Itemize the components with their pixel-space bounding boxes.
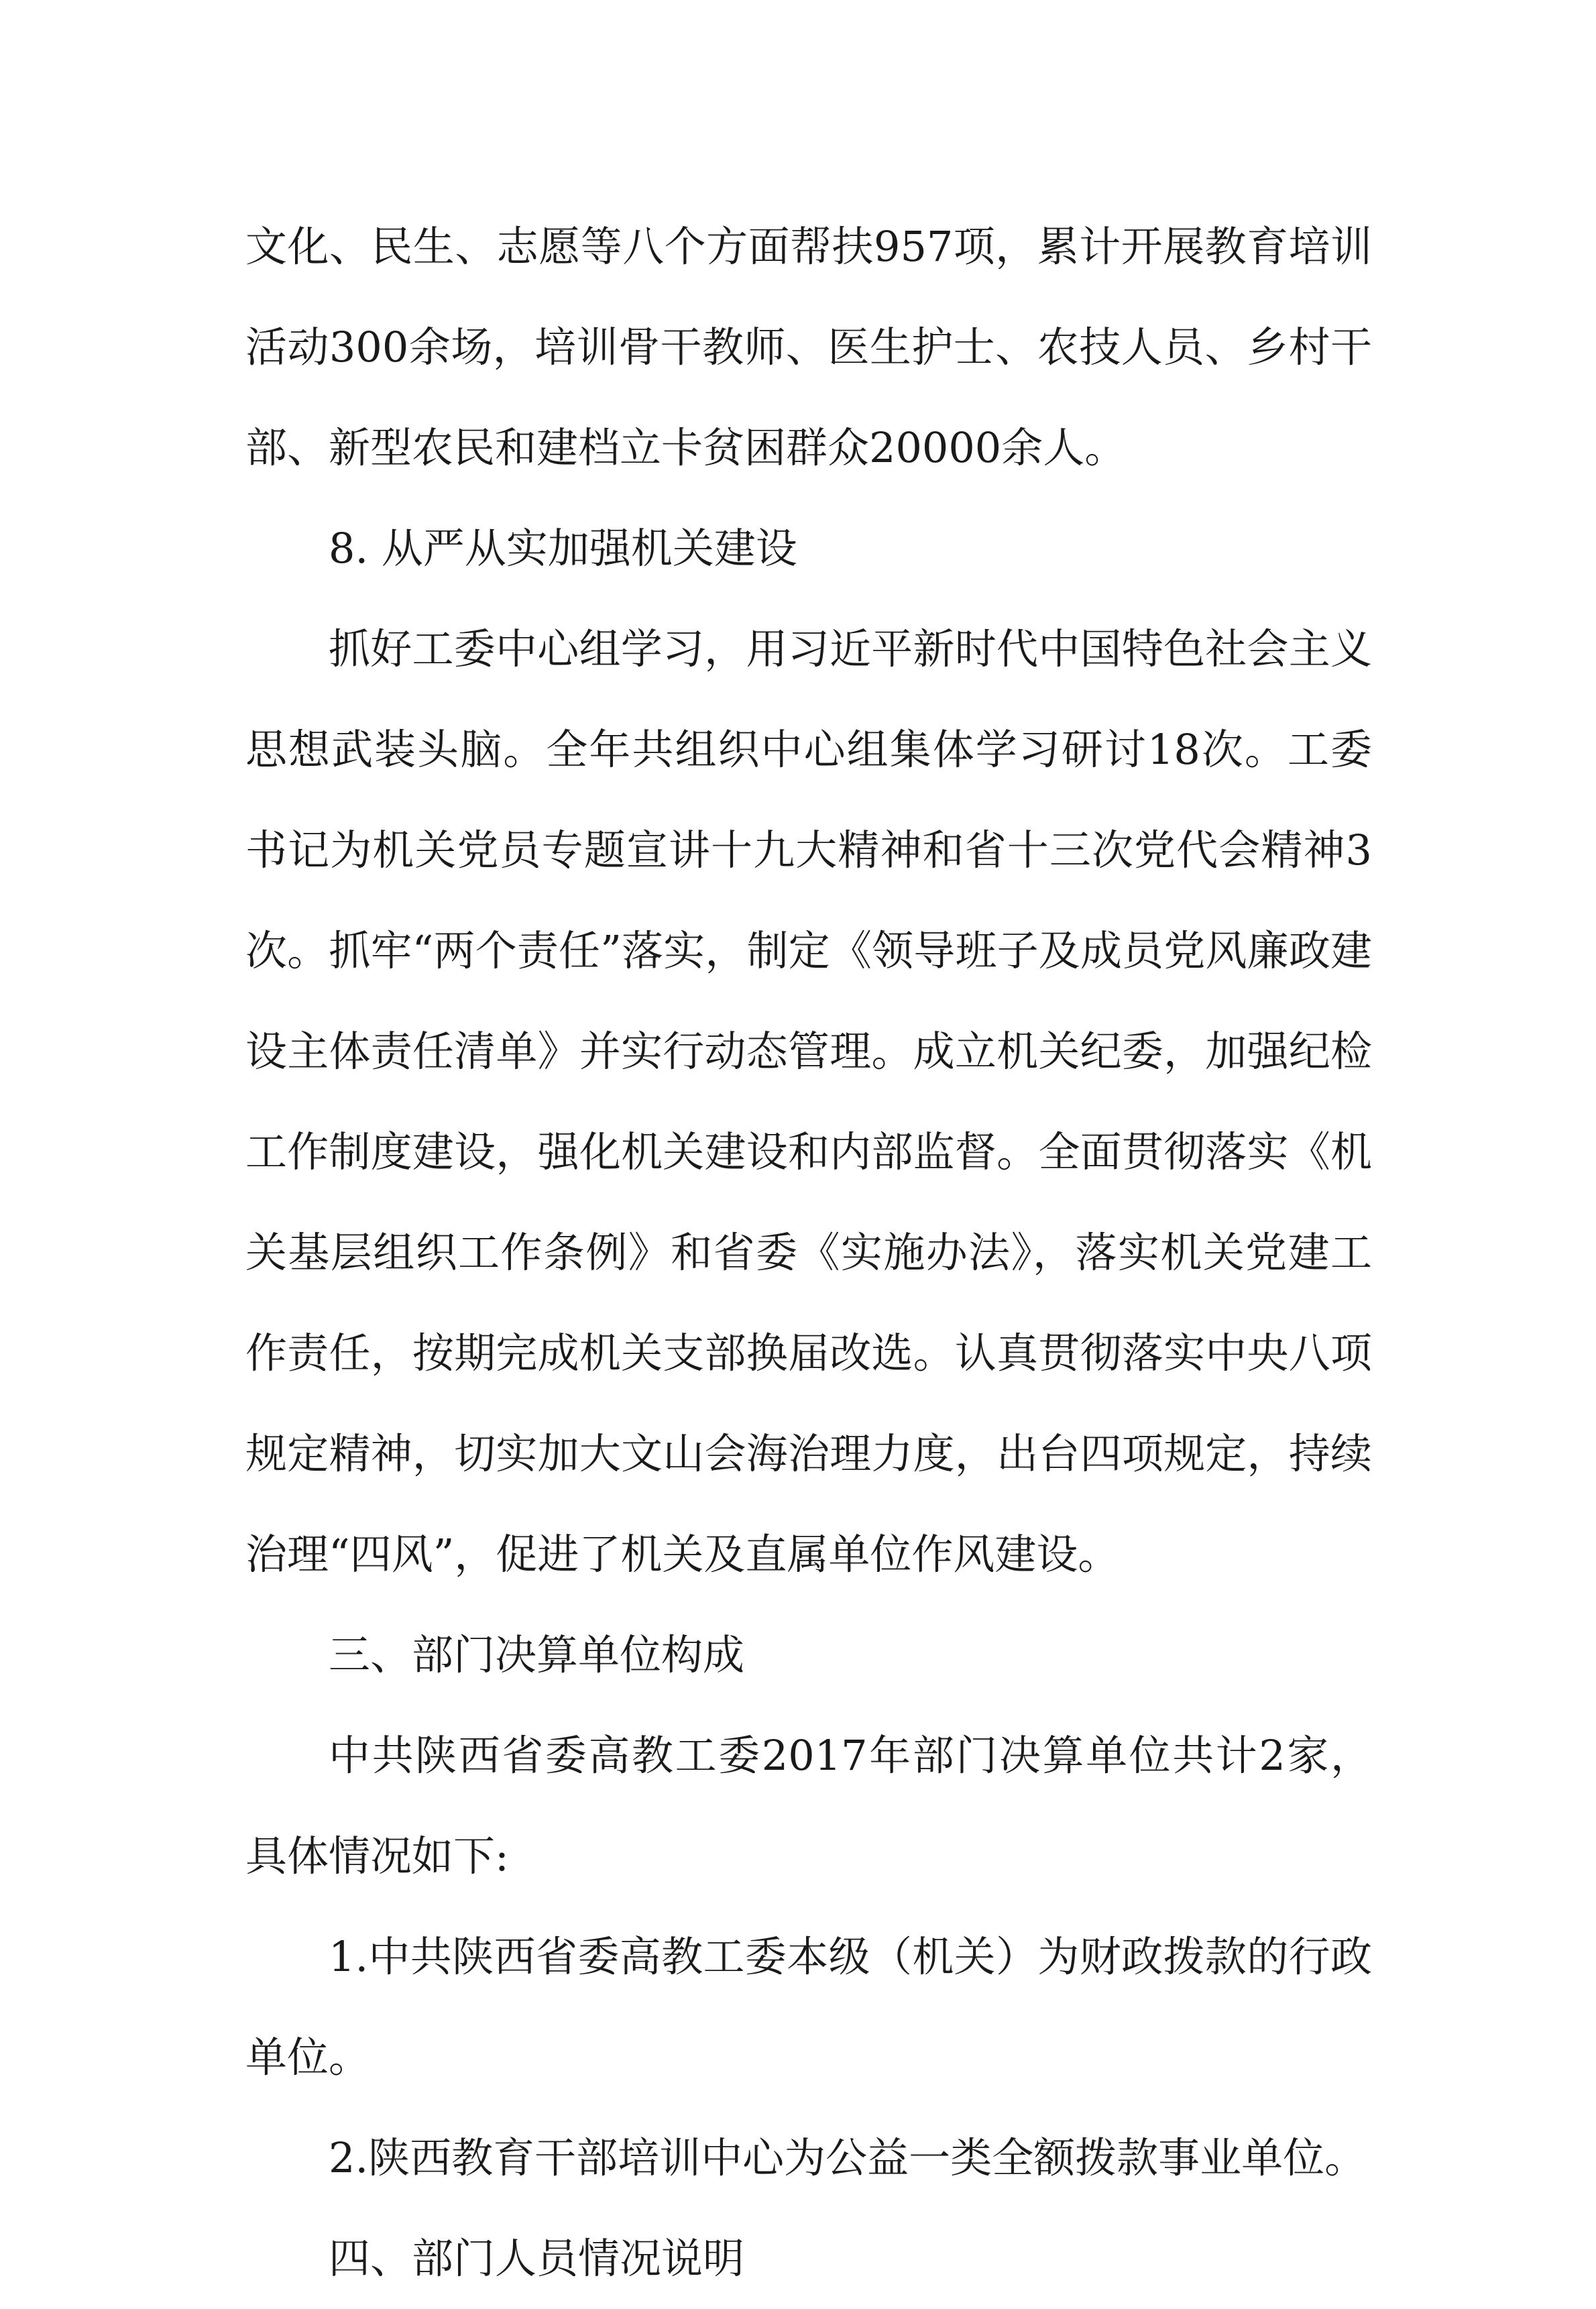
document-body: [245, 196, 1372, 2309]
heading-staff-description: 四、部门人员情况说明: [329, 2234, 745, 2283]
list-item-unit-1: 1.中共陕西省委高教工委本级（机关）为财政拨款的行政单位。: [245, 1932, 1372, 2082]
heading-agency-building: 8. 从严从实加强机关建设: [329, 524, 797, 573]
list-item-unit-2: 2.陕西教育干部培训中心为公益一类全额拨款事业单位。: [329, 2133, 1367, 2182]
heading-unit-composition: 三、部门决算单位构成: [329, 1630, 745, 1679]
paragraph-agency-building: 抓好工委中心组学习，用习近平新时代中国特色社会主义思想武装头脑。全年共组织中心组集体学习研讨18次。工委书记为机关党员专题宣讲十九大精神和省十三次党代会精神3次。抓牢“两个责任”落实，制定《领导班子及成员党风廉政建设主体责任清单》并实行动态管理。成立机关纪委，加强纪检工作制度建设，强化机关建设和内部监督。全面贯彻落实《机关基层组织工作条例》和省委《实施办法》，落实机关党建工作责任，按期完成机关支部换届改选。认真贯彻落实中央八项规定精神，切实加大文山会海治理力度，出台四项规定，持续治理“四风”，促进了机关及直属单位作风建设。: [245, 624, 1372, 1579]
paragraph-unit-composition: 中共陕西省委高教工委2017年部门决算单位共计2家，具体情况如下:: [245, 1731, 1372, 1880]
paragraph-support-summary: 文化、民生、志愿等八个方面帮扶957项，累计开展教育培训活动300余场，培训骨干教师、医生护士、农技人员、乡村干部、新型农民和建档立卡贫困群众20000余人。: [245, 222, 1372, 472]
